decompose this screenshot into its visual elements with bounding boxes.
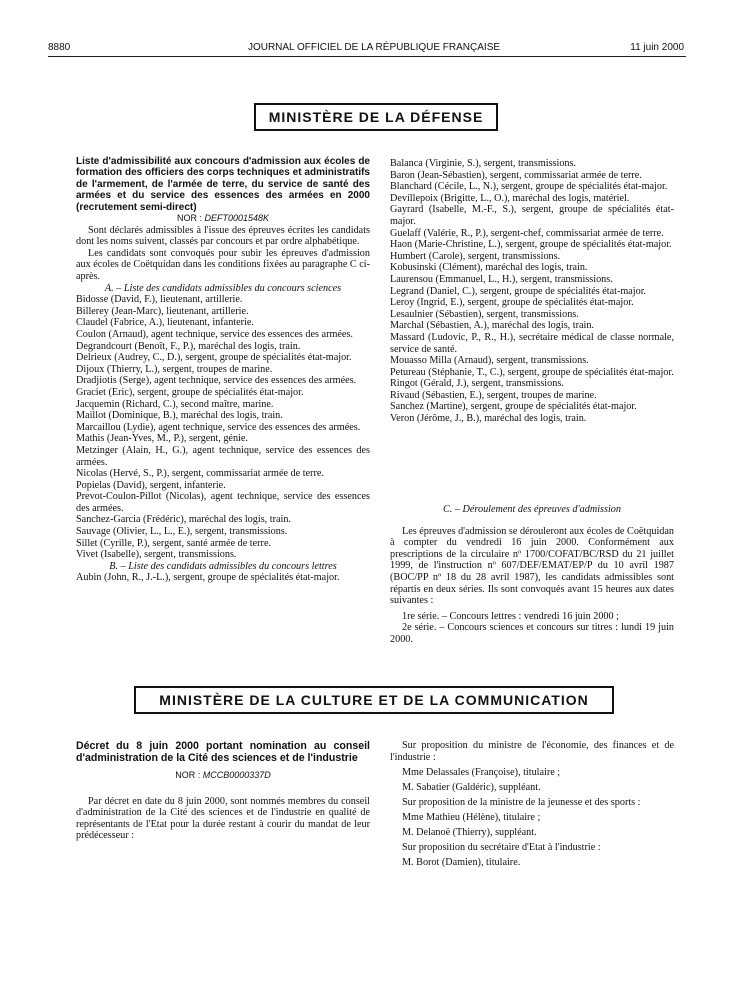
list-a bbox=[76, 294, 370, 561]
list-item: Jacquemin (Richard, C.), second maître, marine. bbox=[76, 398, 274, 410]
culture-title: Décret du 8 juin 2000 portant nomination au conseil d'administration de la Cité des sciences et de l'industrie bbox=[76, 740, 370, 764]
list-item: Legrand (Daniel, C.), sergent, groupe de spécialités état-major. bbox=[390, 285, 647, 297]
list-item: Degrandcourt (Benoît, F., P.), maréchal des logis, train. bbox=[76, 340, 301, 352]
list-item: Balanca (Virginie, S.), sergent, transmissions. bbox=[390, 158, 577, 169]
defense-intro-2: Les candidats sont convoqués pour subir les épreuves d'admission aux écoles de Coëtquidan dans les conditions fixées au paragraphe C ci-après. bbox=[76, 247, 370, 282]
list-item: Bidosse (David, F.), lieutenant, artillerie. bbox=[76, 294, 243, 306]
list-item: Delrieux (Audrey, C., D.), sergent, groupe de spécialités état-major. bbox=[76, 352, 352, 364]
list-item: Ringot (Gérald, J.), sergent, transmissions. bbox=[390, 378, 564, 390]
serie-2: 2e série. – Concours sciences et concours sur titres : lundi 19 juin 2000. bbox=[390, 622, 674, 645]
defense-intro-1: Sont déclarés admissibles à l'issue des épreuves écrites les candidats dont les noms suivent, classés par concours et par ordre alphabétique. bbox=[76, 224, 370, 248]
list-item: Petureau (Stéphanie, T., C.), sergent, groupe de spécialités état-major. bbox=[390, 366, 674, 378]
ministry-culture-banner: MINISTÈRE DE LA CULTURE ET DE LA COMMUNICATION bbox=[134, 686, 614, 714]
list-item: Blanchard (Cécile, L., N.), sergent, groupe de spécialités état-major. bbox=[390, 181, 668, 193]
list-item: Massard (Ludovic, P., R., H.), secrétaire médical de classe normale, service de santé. bbox=[390, 331, 674, 355]
list-item: Guelaff (Valérie, R., P.), sergent-chef, commissariat armée de terre. bbox=[390, 227, 664, 239]
list-item: Billerey (Jean-Marc), lieutenant, artillerie. bbox=[76, 305, 249, 317]
list-item: Dijoux (Thierry, L.), sergent, troupes de marine. bbox=[76, 363, 273, 375]
culture-nor: NOR : MCCB0000337D bbox=[175, 770, 271, 780]
ministry-defense-banner: MINISTÈRE DE LA DÉFENSE bbox=[254, 103, 498, 131]
culture-paragraph: Par décret en date du 8 juin 2000, sont nommés membres du conseil d'administration de la Cité des sciences et de l'industrie en qualité de représentants de l'Etat pour la durée restant à courir du mandat de leur prédécesseur : bbox=[76, 795, 370, 842]
defense-title: Liste d'admissibilité aux concours d'admission aux écoles de formation des officiers des corps techniques et administratifs de l'armement, de l'armée de terre, du service de santé des armées et du service des essences des armées en 2000 (recrutement semi-direct) bbox=[76, 156, 370, 213]
list-item: Veron (Jérôme, J., B.), maréchal des logis, train. bbox=[390, 413, 587, 425]
list-item: Rivaud (Sébastien, E.), sergent, troupes de marine. bbox=[390, 389, 597, 401]
list-item: Baron (Jean-Sébastien), sergent, commissariat armée de terre. bbox=[390, 169, 642, 181]
list-item: Sillet (Cyrille, P.), sergent, santé armée de terre. bbox=[76, 537, 272, 549]
culture-right-column bbox=[390, 740, 674, 872]
serie-1: 1re série. – Concours lettres : vendredi 16 juin 2000 ; bbox=[402, 610, 620, 622]
list-item: Sauvage (Olivier, L., L., E.), sergent, transmissions. bbox=[76, 526, 288, 538]
list-item: Nicolas (Hervé, S., P.), sergent, commissariat armée de terre. bbox=[76, 468, 324, 480]
header-rule bbox=[48, 56, 686, 57]
list-item: Sanchez (Martine), sergent, groupe de spécialités état-major. bbox=[390, 401, 637, 413]
appointee-line: Mme Mathieu (Hélène), titulaire ; bbox=[402, 812, 541, 823]
defense-left-column bbox=[76, 156, 370, 584]
proposal-line: Sur proposition de la ministre de la jeunesse et des sports : bbox=[402, 797, 641, 808]
list-item: Popielas (David), sergent, infanterie. bbox=[76, 479, 226, 491]
list-item: Marcaillou (Lydie), agent technique, service des essences des armées. bbox=[76, 421, 361, 433]
list-item: Lesaulnier (Sébastien), sergent, transmissions. bbox=[390, 308, 579, 320]
issue-date: 11 juin 2000 bbox=[630, 42, 684, 53]
appointee-line: M. Sabatier (Galdéric), suppléant. bbox=[402, 782, 541, 793]
culture-left-column bbox=[76, 740, 370, 842]
list-item: Dradjiotis (Serge), agent technique, service des essences des armées. bbox=[76, 375, 357, 387]
defense-nor: NOR : DEFT0001548K bbox=[176, 213, 270, 224]
list-item: Laurensou (Emmanuel, L., H.), sergent, transmissions. bbox=[390, 273, 613, 285]
section-b-heading: B. – Liste des candidats admissibles du concours lettres bbox=[109, 560, 337, 572]
defense-right-column bbox=[390, 158, 674, 425]
list-item: Haon (Marie-Christine, L.), sergent, groupe de spécialités état-major. bbox=[390, 239, 672, 251]
list-item: Sanchez-Garcia (Frédéric), maréchal des logis, train. bbox=[76, 514, 291, 526]
proposal-line: Sur proposition du ministre de l'économie, des finances et de l'industrie : bbox=[390, 740, 674, 763]
section-c-paragraph: Les épreuves d'admission se dérouleront aux écoles de Coëtquidan à compter du vendredi 16 juin 2000. Conformément aux prescriptions de la circulaire nº 1700/COFAT/BC/RSD du 21 juillet 1999, de l'instruction nº 607/DEF/EMAT/EP/P du 10 avril 1987 (BOC/PP nº 18 du 28 avril 1987), les candidats admissibles sont répartis en deux séries. Ils sont convoqués avant 15 heures aux dates suivantes : bbox=[390, 525, 674, 607]
list-item: Kobusinski (Clément), maréchal des logis, train. bbox=[390, 262, 588, 274]
journal-title: JOURNAL OFFICIEL DE LA RÉPUBLIQUE FRANÇAISE bbox=[247, 42, 501, 53]
list-item: Coulon (Arnaud), agent technique, service des essences des armées. bbox=[76, 328, 353, 340]
appointee-line: M. Borot (Damien), titulaire. bbox=[402, 857, 521, 868]
list-item: Prevot-Coulon-Pillot (Nicolas), agent technique, service des essences des armées. bbox=[76, 491, 370, 514]
list-item: Metzinger (Alain, H., G.), agent technique, service des essences des armées. bbox=[76, 444, 370, 468]
proposal-line: Sur proposition du secrétaire d'Etat à l'industrie : bbox=[402, 842, 601, 853]
page-number: 8880 bbox=[48, 42, 71, 53]
list-item: Claudel (Fabrice, A.), lieutenant, infanterie. bbox=[76, 317, 254, 329]
list-item: Marchal (Sébastien, A.), maréchal des logis, train. bbox=[390, 320, 594, 332]
appointee-line: Mme Delassales (Françoise), titulaire ; bbox=[402, 767, 561, 778]
section-a-heading: A. – Liste des candidats admissibles du concours sciences bbox=[104, 282, 342, 294]
list-item: Leroy (Ingrid, E.), sergent, groupe de spécialités état-major. bbox=[390, 297, 634, 309]
list-item: Aubin (John, R., J.-L.), sergent, groupe de spécialités état-major. bbox=[76, 572, 340, 584]
section-c bbox=[390, 504, 674, 646]
list-item: Gayrard (Isabelle, M.-F., S.), sergent, groupe de spécialités état-major. bbox=[390, 204, 674, 227]
list-item: Mouasso Milla (Arnaud), sergent, transmissions. bbox=[390, 355, 589, 367]
list-item: Vivet (Isabelle), sergent, transmissions. bbox=[76, 549, 237, 561]
list-item: Humbert (Carole), sergent, transmissions. bbox=[390, 250, 561, 262]
list-item: Graciet (Eric), sergent, groupe de spécialités état-major. bbox=[76, 386, 304, 398]
section-c-heading: C. – Déroulement des épreuves d'admission bbox=[443, 504, 621, 515]
list-item: Maillot (Dominique, B.), maréchal des logis, train. bbox=[76, 410, 283, 422]
list-item: Mathis (Jean-Yves, M., P.), sergent, génie. bbox=[76, 433, 248, 445]
appointee-line: M. Delanoë (Thierry), suppléant. bbox=[402, 827, 537, 838]
list-item: Devillepoix (Brigitte, L., O.), maréchal des logis, matériel. bbox=[390, 192, 630, 204]
